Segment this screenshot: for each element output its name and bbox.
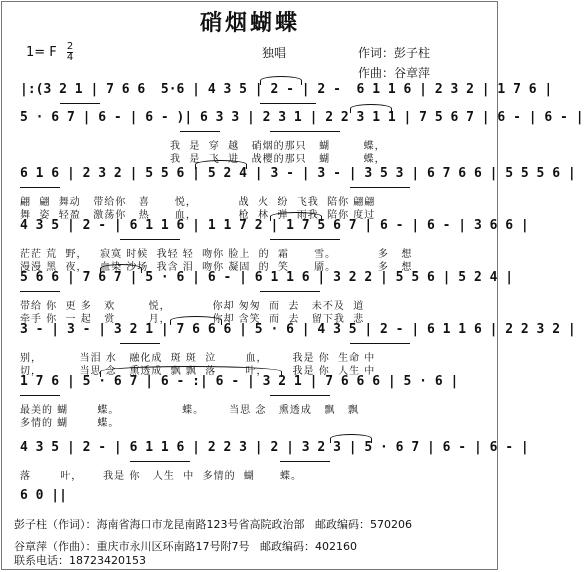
notes: 1 7 6 | 5 · 6 7 | 6 - :| 6 - | 3 2 1 | 7 6 6 6 | 5 · 6 |	[20, 374, 459, 389]
slur	[100, 264, 142, 273]
slur	[195, 160, 247, 169]
beam	[270, 239, 340, 240]
beam	[260, 291, 320, 292]
lyrics-verse-2: 多情的 蝴 蝶。	[20, 418, 120, 429]
slur	[270, 212, 322, 221]
contact-phone: 联系电话：18723420153	[14, 554, 146, 567]
lyrics-verse-1: 别， 当泪 水 融化成 斑 斑 泣 血， 我是 你 生命 中	[20, 353, 376, 364]
key-label: 1= F	[26, 45, 57, 60]
score-row-5	[20, 270, 514, 326]
composer-credit: 作曲：谷章萍	[358, 66, 431, 80]
notes: 4 3 5 | 2 - | 6 1 1 6 | 2 2 3 | 2 | 3 2 3 | 5 · 6 7 | 6 - | 6 - |	[20, 440, 529, 455]
composer-address: 谷章萍（作曲）：重庆市永川区环南路17号附7号 邮政编码：402160	[14, 540, 357, 553]
notes: |:(3 2 1 | 7 6 6 5·6 | 4 3 5 | 2 - | 2 - 6 1 1 6 | 2 3 2 | 1 7 6 |	[20, 82, 553, 97]
beam	[180, 131, 220, 132]
score-row-3	[20, 166, 576, 222]
notes: 5 6 6 | 7 6 7 | 5 · 6 | 6 - | 6 1 1 6 | 3 2 2 | 5 5 6 | 5 2 4 |	[20, 270, 514, 285]
beam	[120, 239, 180, 240]
slur	[260, 76, 302, 85]
time-sig-bottom: 4	[66, 52, 74, 63]
beam	[270, 395, 330, 396]
lyrics-verse-1: 带给 你 更 多 欢 悦， 你却 匆匆 而 去 未不及 道	[20, 301, 365, 312]
lyrics-verse-2: 牵手 你 一 起 赏 月， 你却 含笑 而 去 留下我 悲	[20, 314, 365, 325]
beam	[60, 103, 100, 104]
key-signature	[26, 42, 73, 63]
lyrics-verse-2: 切， 当思 念 熏透成 飘 飘 落 叶， 我是 你 人生 中	[20, 366, 376, 377]
beam	[20, 291, 60, 292]
lyrics-verse-1: 我 是 穿 越 硝烟的那只 蝴 蝶，	[170, 141, 386, 152]
beam	[350, 187, 410, 188]
time-signature	[67, 42, 73, 63]
slur	[350, 104, 392, 113]
score-row-7	[20, 374, 476, 430]
song-title: 硝烟蝴蝶	[199, 10, 300, 36]
score-row-4	[20, 218, 529, 274]
lyrics-verse-2: 舞 姿 轻盈 激荡你 热 血， 枪 林 弹 雨我 陪你 度过	[20, 210, 376, 221]
lyrics-verse-1: 落 叶， 我是 你 人生 中 多情的 蝴 蝶。	[20, 471, 303, 482]
beam	[120, 343, 160, 344]
lyrics-verse-1: 茫茫 荒 野， 寂寞 时候 我轻 轻 吻你 脸上 的 霜 雪。 多 想	[20, 249, 413, 260]
score-row-2	[20, 110, 584, 166]
lyrics-verse-1: 最美的 蝴 蝶。 蝶。 当思 念 熏透成 飘 飘	[20, 405, 359, 416]
beam	[260, 103, 316, 104]
lyrics-verse-1: 翩 翩 舞动 带给你 喜 悦， 战 火 纷 飞我 陪你 翩翩	[20, 197, 376, 208]
beam	[130, 461, 190, 462]
beam	[350, 343, 410, 344]
lyrics-verse-2: 我 是 飞 进 战樱的那只 蝴 蝶，	[170, 154, 386, 165]
beam	[280, 461, 330, 462]
beam	[20, 187, 60, 188]
notes: 4 3 5 | 2 - | 6 1 1 6 | 1 1 7 2 | 1 7 5 6 7 | 6 - | 6 - | 3 6 6 |	[20, 218, 529, 233]
performance-type: 独唱	[262, 46, 287, 60]
time-sig-top: 2	[66, 41, 74, 52]
slur	[330, 434, 372, 443]
notes: 5 · 6 7 | 6 - | 6 - )| 6 3 3 | 2 3 1 | 2 2 3 1 1 | 7 5 6 7 | 6 - | 6 - |	[20, 110, 584, 125]
lyricist-credit: 作词：彭子柱	[358, 46, 431, 60]
beam	[270, 131, 340, 132]
volta-bracket	[100, 366, 282, 377]
notes: 3 - | 3 - | 3 2 1 | 7 6 6 6 | 5 · 6 | 4 3 5 | 2 - | 6 1 1 6 | 2 2 3 2 |	[20, 322, 576, 337]
notes: 6 0 ||	[20, 488, 67, 503]
beam	[20, 395, 60, 396]
lyricist-address: 彭子柱（作词）：海南省海口市龙昆南路123号省高院政治部 邮政编码：570206	[14, 518, 412, 531]
slur	[170, 316, 222, 325]
notes: 6 1 6 | 2 3 2 | 5 5 6 | 5 2 4 | 3 - | 3 - | 3 5 3 | 6 7 6 6 | 5 5 5 6 |	[20, 166, 576, 181]
lyrics-verse-2: 漫漫 黑 夜， 血染 沙场 我含 泪 吻你 凝固 的 笑 靥。 多 想	[20, 262, 413, 273]
